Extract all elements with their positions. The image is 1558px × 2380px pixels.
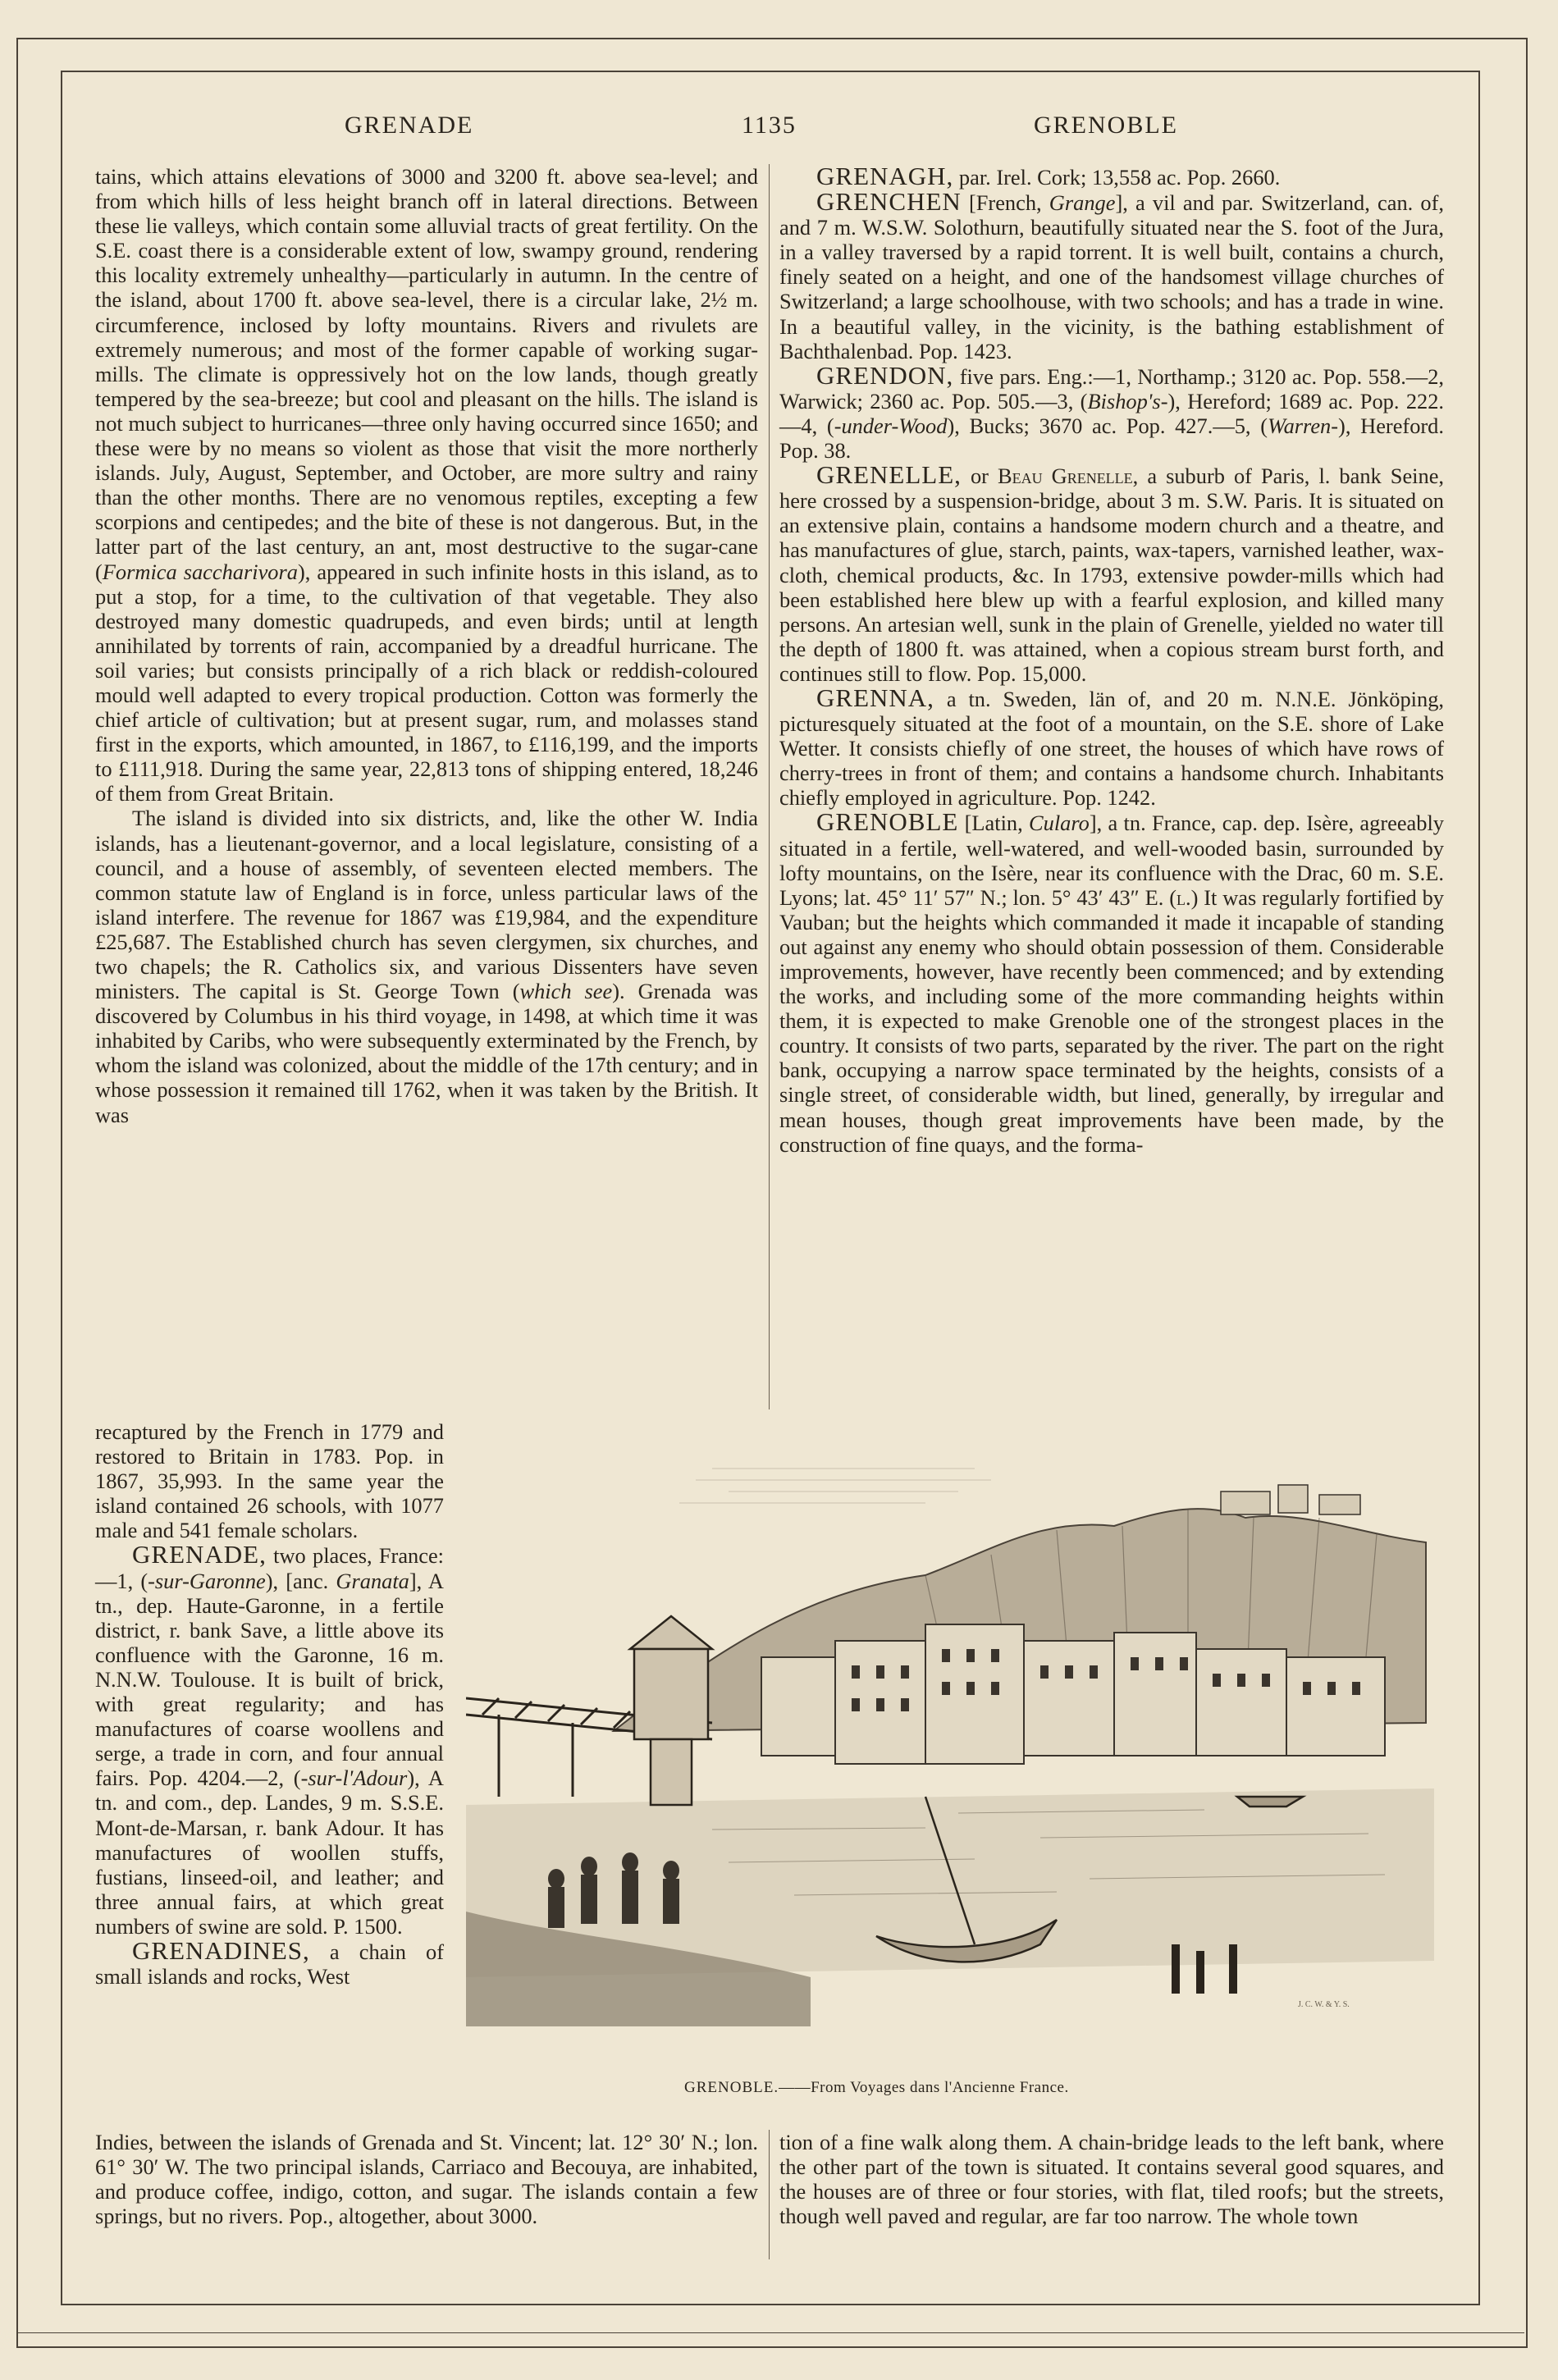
left-bottom-column [95,2130,758,2228]
grenadines-continuation: Indies, between the islands of Grenada and St. Vincent; lat. 12° 30′ N.; lon. 61° 30′ W. The two principal islands, Carriaco and Becouya, are inhabited, and produce coffee, indigo, cotton, and sugar. The islands contain a few springs, but no rivers. Pop., altogether, about 3000. [95,2130,758,2229]
entry-grendon: GRENDON, five pars. Eng.:—1, Northamp.; 3120 ac. Pop. 558.—2, Warwick; 2360 ac. Pop. 505.—3, (Bishop's-), Hereford; 1689 ac. Pop. 222.—4, (-under-Wood), Bucks; 3670 ac. Pop. 427.—5, (Warren-), Hereford. Pop. 38. [779,360,1445,464]
running-head-right: GRENOBLE [1034,112,1178,139]
headword-grenadines: GRENADINES, [132,1935,310,1965]
right-column [779,164,1444,1157]
entry-grenelle: GRENELLE, or Beau Grenelle, a suburb of Paris, l. bank Seine, here crossed by a suspension-bridge, about 3 m. S.W. Paris. It is situated on an extensive plain, contains a handsome modern church and a theatre, and has manufactures of glue, starch, paints, wax-tapers, varnished leather, wax-cloth, chemical products, &c. In 1793, extensive powder-mills which had been established here blew up with a fearful explosion, and killed many persons. An artesian well, sunk in the plain of Grenelle, yielded no water till the depth of 1800 ft. was attained, when a copious stream burst forth, and continues still to flow. Pop. 15,000. [779,460,1444,686]
grenada-government-paragraph: The island is divided into six districts, and, like the other W. India islands, has a lieutenant-governor, and a local legislature, consisting of a council, and a house of assembly, of seventeen elected members. The common statute law of England is in force, unless particular laws of the island interfere. The revenue for 1867 was £19,984, and the expenditure £25,687. The Established church has seven clergymen, six churches, and two chapels; the R. Catholics six, and various Dissenters have seven ministers. The capital is St. George Town (which see). Grenada was discovered by Columbus in his third voyage, in 1498, at which time it was inhabited by Caribs, who were subsequently exterminated by the French, by whom the island was colonized, about the middle of the 17th century; and in whose possession it remained till 1762, when it was taken by the British. It was [95,806,758,1127]
entry-grenadines: GRENADINES, a chain of small islands and rocks, West [95,1935,444,1989]
headword-grenelle: GRENELLE, [816,460,962,490]
headword-grenagh: GRENAGH, [816,162,954,190]
headword-grenchen: GRENCHEN [816,187,962,217]
headword-grenna: GRENNA, [816,683,934,712]
headword-grenoble: GRENOBLE [816,807,959,837]
figure-caption: GRENOBLE.——From Voyages dans l'Ancienne France. [684,2079,1069,2096]
headword-grenade: GRENADE, [132,1540,267,1569]
engraver-signature: J. C. W. & Y. S. [1298,2000,1350,2009]
entry-grenagh: GRENAGH, par. Irel. Cork; 13,558 ac. Pop. 2660. [816,162,1281,190]
sky-hatching [679,1469,991,1503]
grenoble-continuation: tion of a fine walk along them. A chain-bridge leads to the left bank, where the other part of the town is situated. It contains several good squares, and the houses are of three or four stories, with flat, tiled roofs; but the streets, though well paved and regular, are far too narrow. The whole town [779,2130,1444,2229]
headword-grendon: GRENDON, [816,360,954,390]
grenoble-engraving [466,1452,1434,2067]
entry-grenoble: GRENOBLE [Latin, Cularo], a tn. France, cap. dep. Isère, agreeably situated in a fertile, well-watered, and well-wooded basin, surrounded by lofty mountains, on the Isère, near its confluence with the Drac, 60 m. S.E. Lyons; lat. 45° 11′ 57″ N.; lon. 5° 43′ 43″ E. (l.) It was regularly fortified by Vauban; but the heights which commanded it made it incapable of standing out against any enemy who should obtain possession of them. Considerable improvements, however, have recently been commenced; and by extending the works, and including some of the more commanding heights within them, it is expected to make Grenoble one of the strongest places in the country. It consists of two parts, separated by the river. The part on the right bank, occupying a narrow space terminated by the heights, consists of a single street, of considerable width, but lined, generally, by irregular and mean houses, though great improvements have been made, by the construction of fine quays, and the forma- [779,807,1444,1157]
left-column [95,164,758,1127]
grenada-climate-paragraph: tains, which attains elevations of 3000 and 3200 ft. above sea-level; and from which hills of less height branch off in lateral directions. Between these lie valleys, which contain some alluvial tracts of great fertility. On the S.E. coast there is a considerable extent of low, swampy ground, rendering this locality extremely unhealthy—particularly in autumn. In the centre of the island, about 1700 ft. above sea-level, there is a circular lake, 2½ m. circumference, inclosed by lofty mountains. Rivers and rivulets are extremely numerous; and most of the former capable of working sugar-mills. The climate is oppressively hot on the low lands, though greatly tempered by the sea-breeze; but cool and pleasant on the hills. The island is not much subject to hurricanes—three only having occurred since 1650; and these were by no means so violent as those that visit the more northerly islands. July, August, September, and October, are more sultry and rainy than the other months. There are no venomous reptiles, excepting a few scorpions and centipedes; and the bite of these is not dangerous. But, in the latter part of the last century, an ant, most destructive to the sugar-cane (Formica saccharivora), appeared in such infinite hosts in this island, as to put a stop, for a time, to the cultivation of that vegetable. They also destroyed many domestic quadrupeds, and even birds; until at length annihilated by torrents of rain, accompanied by a dreadful hurricane. The soil varies; but consists principally of a rich black or reddish-coloured mould well adapted to every tropical production. Cotton was formerly the chief article of cultivation; but at present sugar, rum, and molasses stand first in the exports, which amounted, in 1867, to £116,199, and the imports to £111,918. During the same year, 22,813 tons of shipping entered, 18,246 of them from Great Britain. [95,164,758,806]
entry-grenade: GRENADE, two places, France:—1, (-sur-Garonne), [anc. Granata], A tn., dep. Haute-Garonne, in a fertile district, r. bank Save, a little above its confluence with the Garonne, 16 m. N.N.W. Toulouse. It is built of brick, with great regularity; and has manufactures of coarse woollens and serge, a trade in corn, and four annual fairs. Pop. 4204.—2, (-sur-l'Adour), A tn. and com., dep. Landes, 9 m. S.S.E. Mont-de-Marsan, r. bank Adour. It has manufactures of woollen stuffs, fustians, linseed-oil, and leather; and three annual fairs, at which great numbers of swine are sold. P. 1500. [95,1540,444,1939]
bridge-tower [630,1616,712,1805]
column-divider-top [769,164,770,1409]
running-head-left: GRENADE [345,112,474,139]
left-narrow-column [95,1419,444,1989]
right-bottom-column [779,2130,1444,2228]
fortress-on-hill [1221,1485,1360,1514]
page-number: 1135 [742,112,797,139]
page-bottom-rule [16,2332,1524,2333]
column-divider-bottom [769,2130,770,2259]
grenada-recapture-text: recaptured by the French in 1779 and restored to Britain in 1783. Pop. in 1867, 35,993. In the same year the island contained 26 schools, with 1077 male and 541 female scholars. [95,1419,444,1543]
entry-grenchen: GRENCHEN [French, Grange], a vil and par. Switzerland, can. of, and 7 m. W.S.W. Solothurn, beautifully situated near the S. foot of the Jura, in a valley traversed by a rapid torrent. It is well built, contains a church, finely seated on a height, and one of the handsomest village churches of Switzerland; a large schoolhouse, with two schools; and has a trade in wine. In a beautiful valley, in the vicinity, is the bathing establishment of Bachthalenbad. Pop. 1423. [779,187,1444,363]
entry-grenna: GRENNA, a tn. Sweden, län of, and 20 m. N.N.E. Jönköping, picturesquely situated at the foot of a mountain, on the S.E. shore of Lake Wetter. It consists chiefly of one street, the houses of which have rows of cherry-trees in front of them; and contains a handsome church. Inhabitants chiefly employed in agriculture. Pop. 1242. [779,683,1444,811]
